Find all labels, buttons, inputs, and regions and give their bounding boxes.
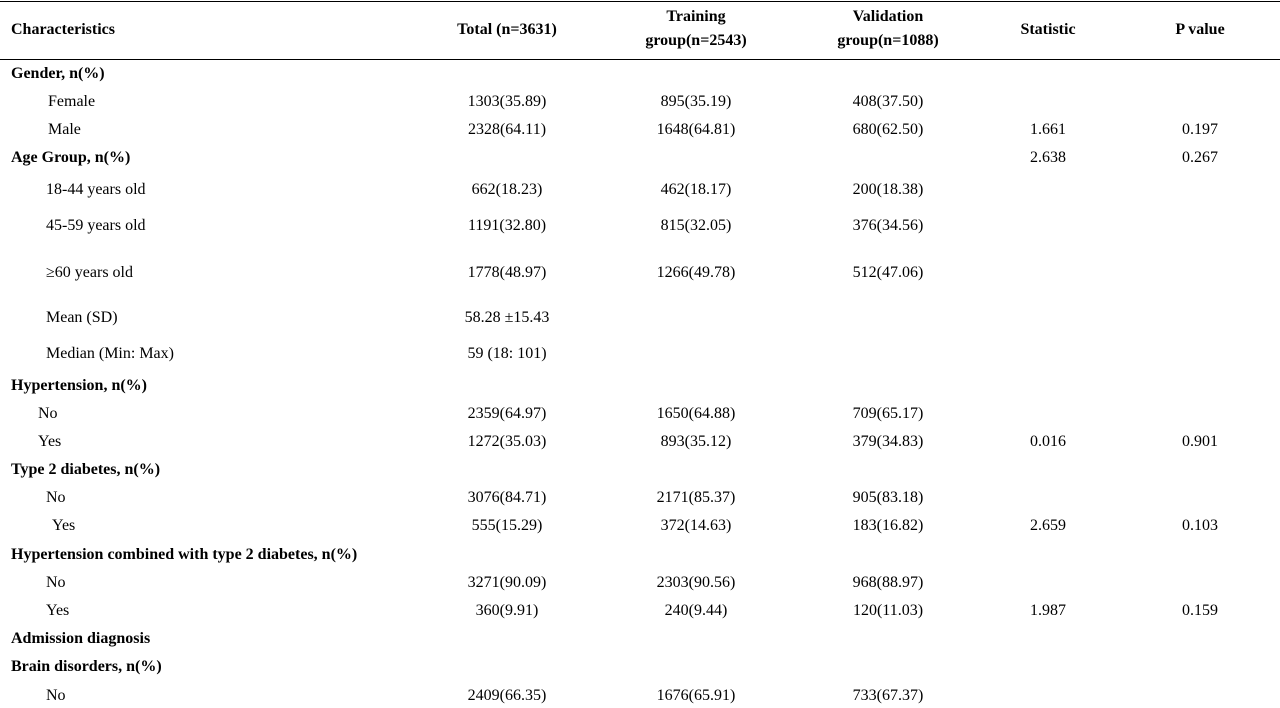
cell-p-value: 0.159 [1182, 602, 1218, 619]
cell-training: 2303(90.56) [656, 574, 736, 591]
cell-training: 240(9.44) [664, 602, 728, 619]
row-label: 18-44 years old [46, 181, 146, 198]
cell-validation: 200(18.38) [852, 181, 924, 198]
cell-statistic: 1.987 [1030, 602, 1066, 619]
section-label: Admission diagnosis [11, 630, 151, 647]
row-label: Female [48, 93, 96, 110]
table-row [0, 571, 1280, 595]
table-row [0, 430, 1280, 454]
section-label: Brain disorders, n(%) [11, 658, 162, 675]
header-validation-line2: group(n=1088) [837, 32, 939, 49]
cell-total: 662(18.23) [471, 181, 543, 198]
row-label: Yes [38, 433, 62, 450]
table-row [0, 684, 1280, 708]
cell-training: 815(32.05) [660, 217, 732, 234]
cell-total: 1303(35.89) [467, 93, 547, 110]
section-row [0, 627, 1280, 651]
cell-total: 2328(64.11) [467, 121, 547, 138]
row-label: ≥60 years old [46, 264, 133, 281]
cell-total: 3076(84.71) [467, 489, 547, 506]
row-label: Mean (SD) [46, 309, 118, 326]
cell-validation: 183(16.82) [852, 517, 924, 534]
cell-statistic: 2.638 [1030, 149, 1066, 166]
cell-total: 2409(66.35) [467, 687, 547, 704]
section-label: Type 2 diabetes, n(%) [11, 461, 161, 478]
row-label: No [46, 489, 66, 506]
row-label: Male [48, 121, 81, 138]
cell-p-value: 0.197 [1182, 121, 1218, 138]
cell-validation: 512(47.06) [852, 264, 924, 281]
cell-validation: 680(62.50) [852, 121, 924, 138]
table-row [0, 261, 1280, 285]
cell-training: 1648(64.81) [656, 121, 736, 138]
section-label: Hypertension combined with type 2 diabetes, n(%) [11, 546, 358, 563]
table-row [0, 402, 1280, 426]
section-row [0, 374, 1280, 398]
cell-training: 893(35.12) [660, 433, 732, 450]
header-statistic: Statistic [1020, 21, 1076, 38]
header-p-value: P value [1175, 21, 1225, 38]
table-row [0, 178, 1280, 202]
table-row [0, 214, 1280, 238]
cell-training: 2171(85.37) [656, 489, 736, 506]
table-row [0, 118, 1280, 142]
header-training-line1: Training [666, 8, 726, 25]
cell-validation: 905(83.18) [852, 489, 924, 506]
cell-total: 555(15.29) [471, 517, 543, 534]
row-label: Median (Min: Max) [46, 345, 174, 362]
section-row [0, 458, 1280, 482]
cell-p-value: 0.103 [1182, 517, 1218, 534]
cell-total: 3271(90.09) [467, 574, 547, 591]
cell-p-value: 0.901 [1182, 433, 1218, 450]
section-label: Age Group, n(%) [11, 149, 131, 166]
header-validation-line1: Validation [852, 8, 924, 25]
cell-total: 59 (18: 101) [467, 345, 547, 362]
header-characteristics: Characteristics [11, 21, 115, 38]
cell-training: 372(14.63) [660, 517, 732, 534]
row-label: No [38, 405, 58, 422]
cell-statistic: 0.016 [1030, 433, 1066, 450]
cell-training: 1266(49.78) [656, 264, 736, 281]
table-row [0, 306, 1280, 330]
section-label: Gender, n(%) [11, 65, 105, 82]
row-label: Yes [46, 602, 70, 619]
cell-statistic: 1.661 [1030, 121, 1066, 138]
cell-total: 360(9.91) [475, 602, 539, 619]
table-row [0, 486, 1280, 510]
section-row [0, 543, 1280, 567]
cell-training: 895(35.19) [660, 93, 732, 110]
cell-total: 1778(48.97) [467, 264, 547, 281]
cell-p-value: 0.267 [1182, 149, 1218, 166]
header-total: Total (n=3631) [457, 21, 557, 38]
section-row [0, 146, 1280, 170]
cell-validation: 709(65.17) [852, 405, 924, 422]
table-row [0, 90, 1280, 114]
cell-validation: 408(37.50) [852, 93, 924, 110]
cell-validation: 120(11.03) [852, 602, 924, 619]
table-row [0, 342, 1280, 366]
cell-training: 462(18.17) [660, 181, 732, 198]
cell-training: 1650(64.88) [656, 405, 736, 422]
cell-statistic: 2.659 [1030, 517, 1066, 534]
cell-training: 1676(65.91) [656, 687, 736, 704]
cell-validation: 968(88.97) [852, 574, 924, 591]
section-row [0, 655, 1280, 679]
cell-total: 58.28 ±15.43 [464, 309, 550, 326]
cell-total: 1191(32.80) [467, 217, 547, 234]
table-row [0, 599, 1280, 623]
section-label: Hypertension, n(%) [11, 377, 147, 394]
row-label: 45-59 years old [46, 217, 146, 234]
cell-validation: 379(34.83) [852, 433, 924, 450]
cell-total: 2359(64.97) [467, 405, 547, 422]
cell-total: 1272(35.03) [467, 433, 547, 450]
cell-validation: 376(34.56) [852, 217, 924, 234]
row-label: Yes [52, 517, 76, 534]
header-training-line2: group(n=2543) [645, 32, 747, 49]
table-row [0, 514, 1280, 538]
row-label: No [46, 574, 66, 591]
row-label: No [46, 687, 66, 704]
cell-validation: 733(67.37) [852, 687, 924, 704]
section-row [0, 62, 1280, 86]
